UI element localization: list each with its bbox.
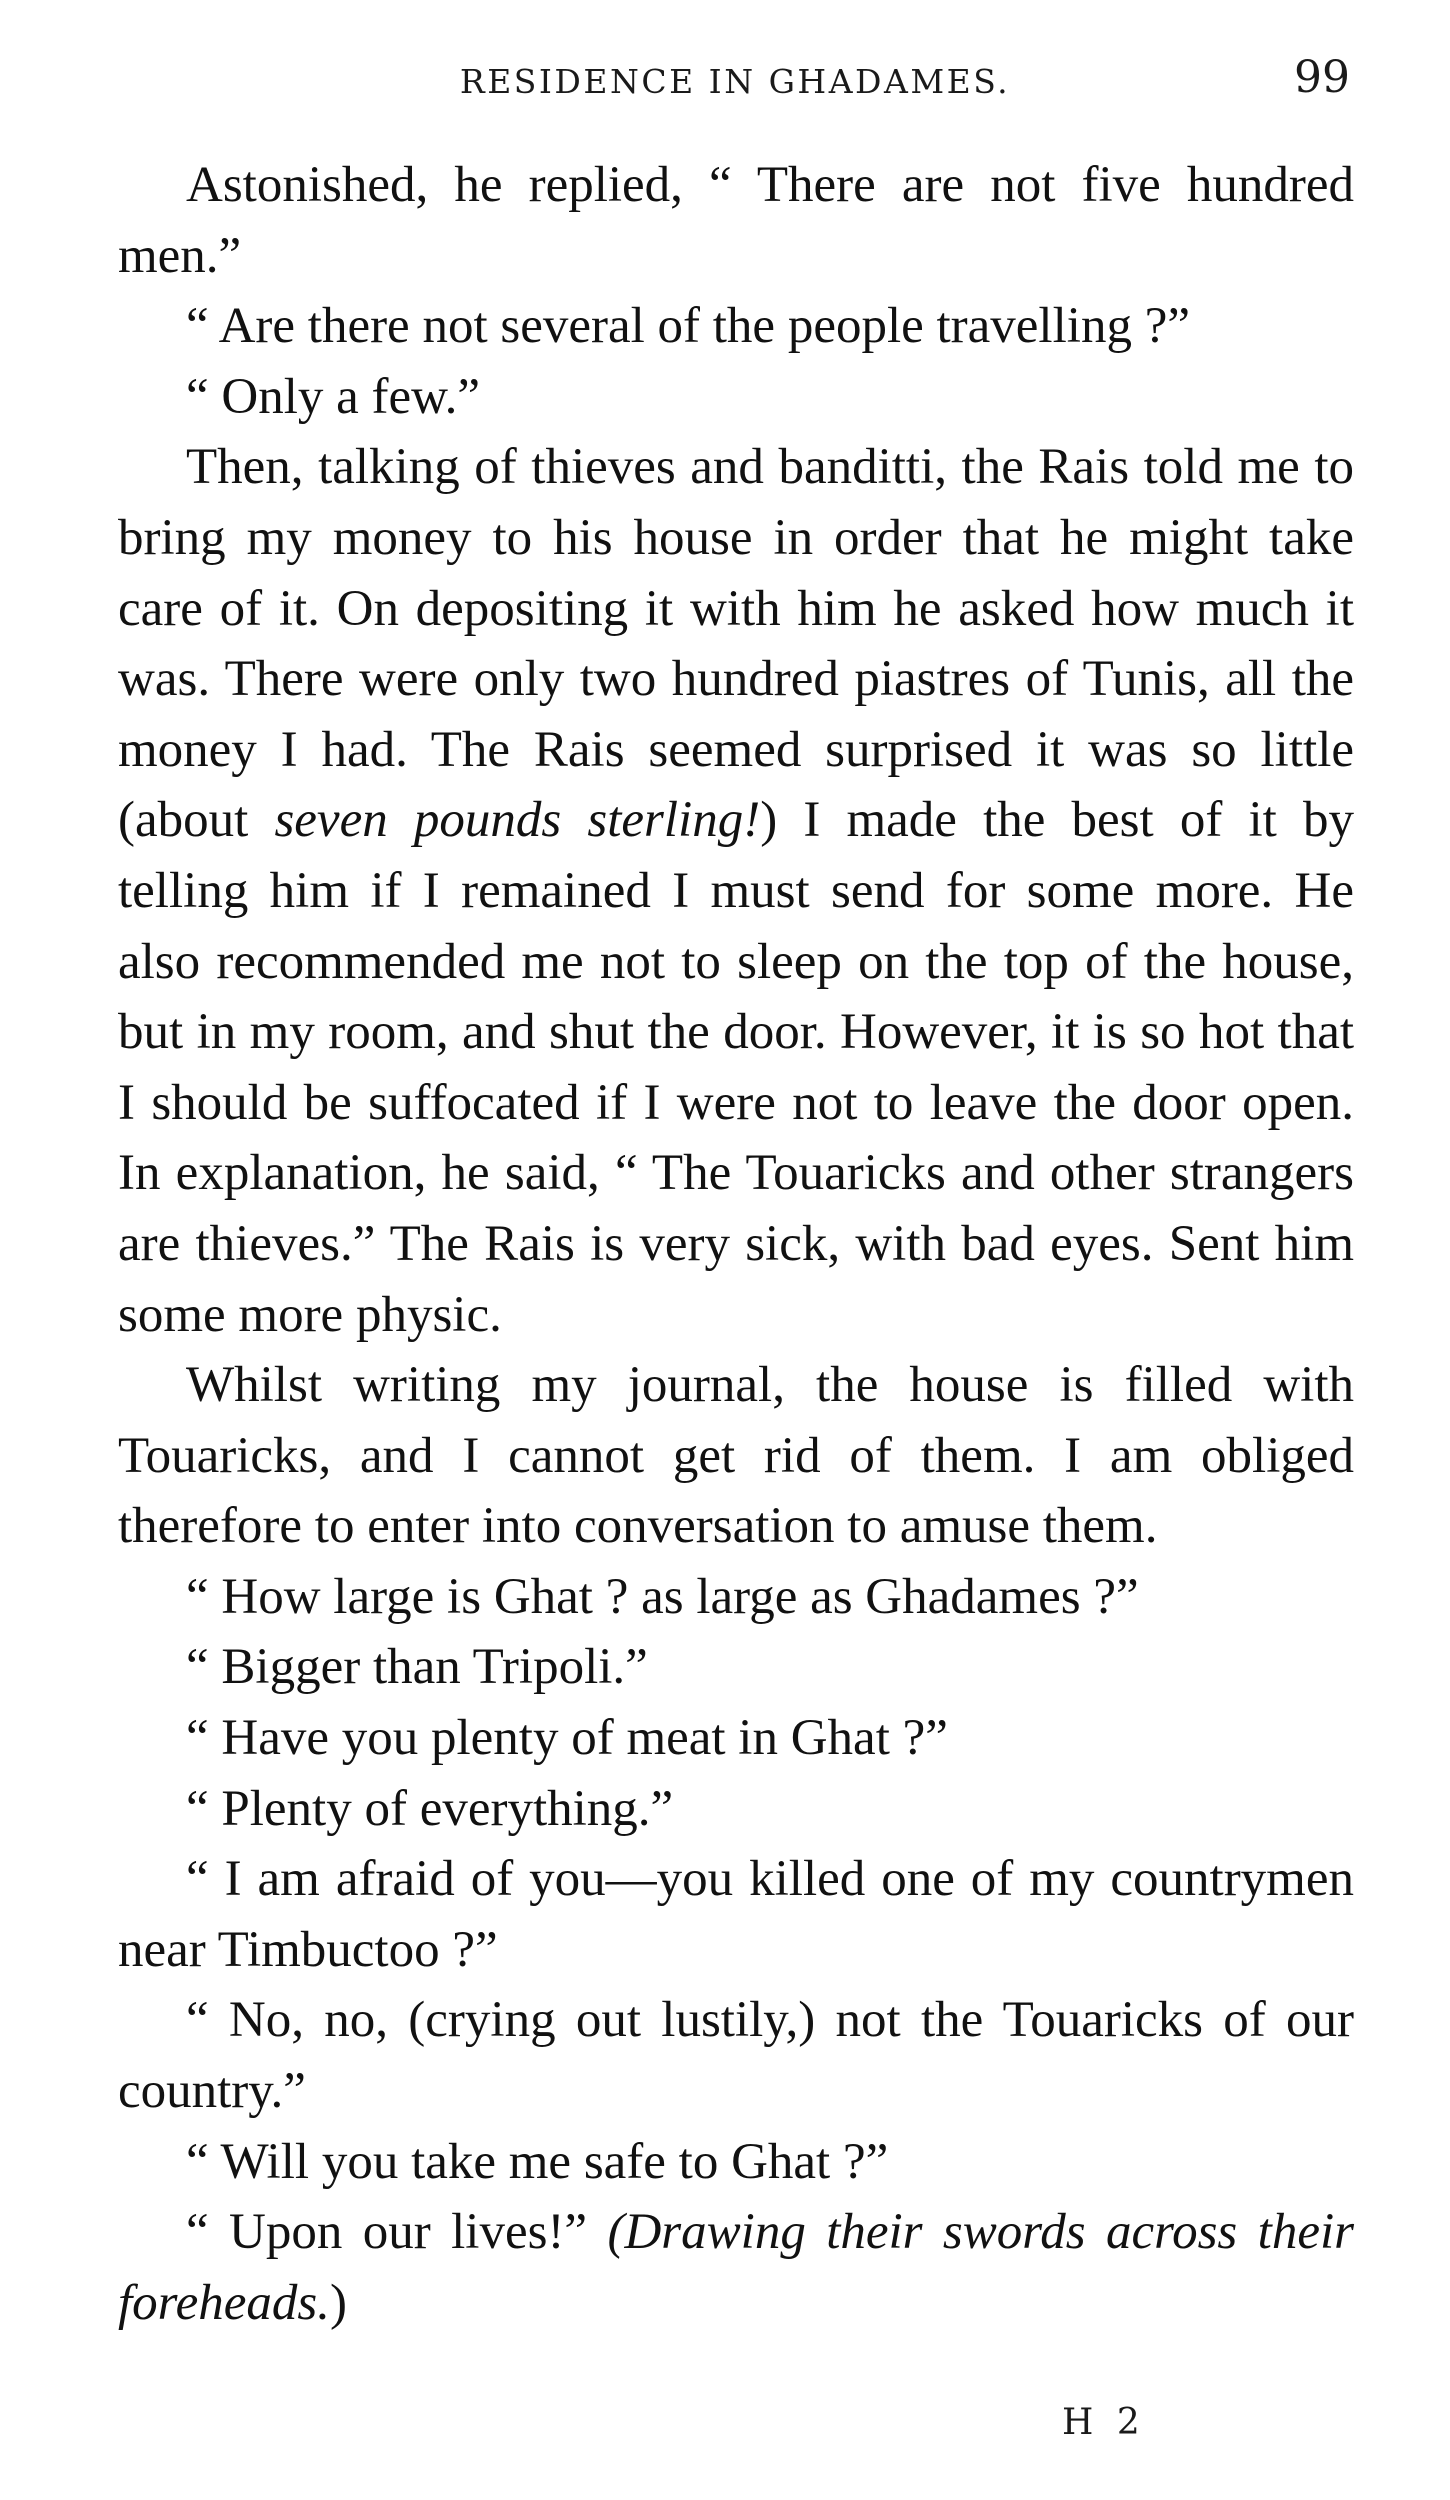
paragraph-text: Then, talking of thieves and banditti, the Rais told me to bring my money to his house in order that he might take care of it. On depositing it with him he asked how much it was. There were only two hundred piastres of Tunis, all the money I had. The Rais seemed surprised it was so little (about [118, 439, 1354, 849]
paragraph-only-a-few: “ Only a few.” [186, 368, 481, 425]
paragraph-thieves-banditti [118, 432, 1354, 1350]
page-number: 99 [1294, 52, 1350, 103]
italic-phrase: seven pounds sterling! [274, 792, 761, 849]
paragraph-afraid: “ I am afraid of you—you killed one of my countrymen near Timbuctoo ?” [118, 1851, 1354, 1978]
paragraph-travelling: “ Are there not several of the people travelling ?” [186, 298, 1190, 355]
paragraph-how-large: “ How large is Ghat ? as large as Ghadames ?” [186, 1568, 1139, 1625]
paragraph-bigger: “ Bigger than Tripoli.” [186, 1639, 648, 1696]
paragraph-text: “ Upon our lives!” [186, 2204, 608, 2261]
paragraph-plenty: “ Plenty of everything.” [186, 1780, 674, 1837]
paragraph-meat: “ Have you plenty of meat in Ghat ?” [186, 1710, 948, 1767]
paragraph-upon-our-lives [118, 2197, 1354, 2338]
paragraph-text: ) [330, 2274, 347, 2331]
paragraph-no-no: “ No, no, (crying out lustily,) not the Touaricks of our country.” [118, 1992, 1354, 2120]
italic-phrase: (Drawing their swords across their foreheads. [118, 2204, 1354, 2331]
paragraph-whilst-writing: Whilst writing my journal, the house is filled with Touaricks, and I cannot get rid of them. I am obliged therefore to enter into conversation to amuse them. [118, 1357, 1354, 1555]
running-head: RESIDENCE IN GHADAMES. [459, 62, 1011, 101]
page-header [120, 52, 1350, 112]
paragraph-safe-to-ghat: “ Will you take me safe to Ghat ?” [186, 2133, 889, 2190]
paragraph-text: ) I made the best of it by telling him if I remained I must send for some more. He also recommended me not to sleep on the top of the house, but in my room, and shut the door. However, it is so hot that I should be suffocated if I were not to leave the door open. In explanation, he said, “ The Touaricks and other strangers are thieves.” The Rais is very sick, with bad eyes. Sent him some more physic. [118, 792, 1354, 1343]
paragraph-astonished: Astonished, he replied, “ There are not five hundred men.” [118, 157, 1354, 284]
body-text [118, 150, 1354, 2338]
signature-mark: H 2 [1062, 2402, 1146, 2443]
